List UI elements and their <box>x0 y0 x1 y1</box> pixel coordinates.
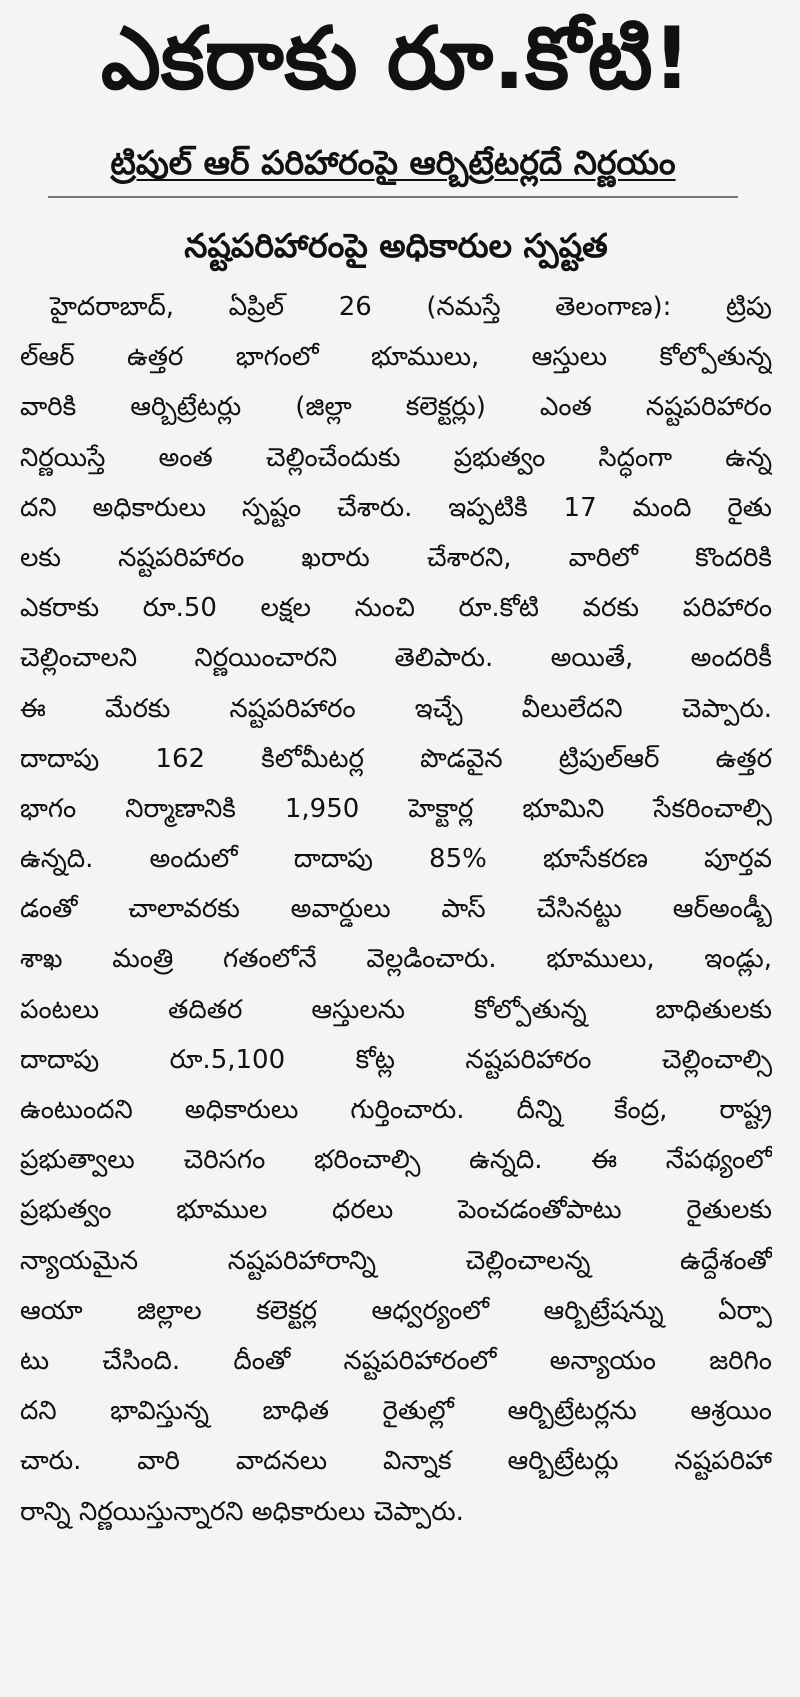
headline: ఎకరాకు రూ.కోటి! <box>100 9 692 109</box>
body-line: టు చేసింది. దీంతో నష్టపరిహారంలో అన్యాయం జరిగిం <box>20 1345 772 1376</box>
body-line: దని భావిస్తున్న బాధిత రైతుల్లో ఆర్బిట్రేటర్లను ఆశ్రయిం <box>20 1396 772 1427</box>
body-line: ఉన్నది. అందులో దాదాపు 85% భూసేకరణ పూర్తవ <box>20 844 772 875</box>
body-line: దాదాపు 162 కిలోమీటర్ల పొడవైన ట్రిపుల్ఆర్ ఉత్తర <box>20 743 772 774</box>
article-body <box>20 282 772 1537</box>
body-line: వారికి ఆర్బిట్రేటర్లు (జిల్లా కలెక్టర్లు) ఎంత నష్టపరిహారం <box>20 392 772 423</box>
body-line: నిర్ణయిస్తే అంత చెల్లించేందుకు ప్రభుత్వం సిద్ధంగా ఉన్న <box>20 442 772 473</box>
body-line: చారు. వారి వాదనలు విన్నాక ఆర్బిట్రేటర్లు నష్టపరిహా <box>20 1446 772 1477</box>
body-line: భాగం నిర్మాణానికి 1,950 హెక్టార్ల భూమిని సేకరించాల్సి <box>20 793 772 824</box>
body-line: లకు నష్టపరిహారం ఖరారు చేశారని, వారిలో కొందరికి <box>20 542 772 573</box>
body-line: చెల్లించాలని నిర్ణయించారని తెలిపారు. అయితే, అందరికీ <box>20 643 772 674</box>
body-line: శాఖ మంత్రి గతంలోనే వెల్లడించారు. భూములు, ఇండ్లు, <box>20 944 772 975</box>
body-line: దని అధికారులు స్పష్టం చేశారు. ఇప్పటికి 17 మంది రైతు <box>20 492 772 523</box>
body-line: ఈ మేరకు నష్టపరిహారం ఇచ్చే వీలులేదని చెప్పారు. <box>20 693 772 724</box>
body-line: దాదాపు రూ.5,100 కోట్ల నష్టపరిహారం చెల్లించాల్సి <box>20 1044 772 1075</box>
body-line: ల్ఆర్ ఉత్తర భాగంలో భూములు, ఆస్తులు కోల్పోతున్న <box>20 342 772 373</box>
body-line: ఉంటుందని అధికారులు గుర్తించారు. దీన్ని కేంద్ర, రాష్ట్ర <box>20 1095 772 1125</box>
deck-heading: నష్టపరిహారంపై అధికారుల స్పష్టత <box>184 226 608 265</box>
body-line: ప్రభుత్వం భూముల ధరలు పెంచడంతోపాటు రైతులకు <box>20 1195 772 1226</box>
body-line: ప్రభుత్వాలు చెరిసగం భరించాల్సి ఉన్నది. ఈ నేపథ్యంలో <box>20 1145 772 1176</box>
body-line: డంతో చాలావరకు అవార్డులు పాస్ చేసినట్టు ఆర్అండ్బీ <box>20 894 772 925</box>
subheadline-container <box>48 130 738 198</box>
subheadline: ట్రిపుల్ ఆర్ పరిహారంపై ఆర్బిట్రేటర్లదే నిర్ణయం <box>110 143 676 182</box>
body-line: పంటలు తదితర ఆస్తులను కోల్పోతున్న బాధితులకు <box>20 994 772 1025</box>
body-line: ఆయా జిల్లాల కలెక్టర్ల ఆధ్వర్యంలో ఆర్బిట్రేషన్ను ఏర్పా <box>20 1295 772 1326</box>
body-line: హైదరాబాద్, ఏప్రిల్ 26 (నమస్తే తెలంగాణ): ట్రిపు <box>50 292 772 322</box>
body-line: న్యాయమైన నష్టపరిహారాన్ని చెల్లించాలన్న ఉద్దేశంతో <box>20 1245 772 1276</box>
body-line: ఎకరాకు రూ.50 లక్షల నుంచి రూ.కోటి వరకు పరిహారం <box>20 593 772 624</box>
body-line: రాన్ని నిర్ణయిస్తున్నారని అధికారులు చెప్పారు. <box>20 1496 464 1527</box>
